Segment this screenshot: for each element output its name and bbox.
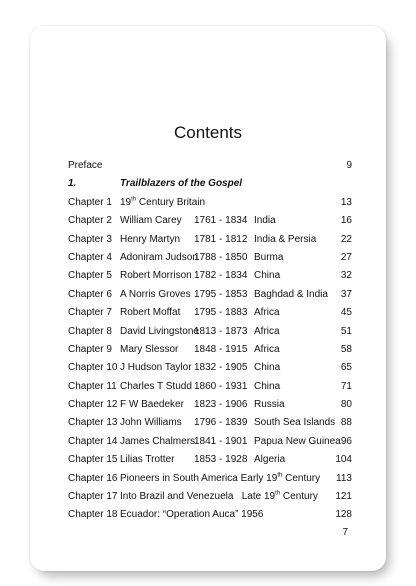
toc-row-chapter-9 — [68, 341, 352, 359]
chapter-page: 32 — [340, 270, 352, 282]
chapter-years: 1841 - 1901 — [194, 435, 248, 447]
chapter-years: 1813 - 1873 — [194, 325, 248, 337]
toc-row-chapter-17 — [68, 488, 352, 506]
chapter-name: Charles T Studd — [120, 380, 192, 392]
chapter-name: James Chalmers — [120, 435, 196, 447]
chapter-years: 1781 - 1812 — [194, 233, 248, 245]
chapter-name: John Williams — [120, 417, 182, 429]
toc-row-preface — [68, 157, 352, 175]
chapter-name: Henry Martyn — [120, 233, 181, 245]
chapter-page: 13 — [340, 196, 352, 208]
toc-row-chapter-10 — [68, 359, 352, 377]
chapter-label: Chapter 14 — [68, 435, 118, 447]
toc-row-chapter-3 — [68, 231, 352, 249]
chapter-name: Pioneers in South America Early 19th Century — [120, 472, 321, 484]
chapter-label: Chapter 1 — [68, 196, 112, 208]
toc-row-chapter-4 — [68, 249, 352, 267]
chapter-label: Chapter 8 — [68, 325, 112, 337]
section-number: 1. — [68, 178, 77, 190]
chapter-place: Algeria — [254, 454, 286, 466]
chapter-name: William Carey — [120, 215, 182, 227]
chapter-label: Chapter 4 — [68, 251, 112, 263]
chapter-label: Chapter 17 — [68, 491, 118, 503]
section-title: Trailblazers of the Gospel — [120, 178, 243, 190]
chapter-place: Russia — [254, 399, 285, 411]
chapter-label: Chapter 7 — [68, 307, 112, 319]
chapter-place: Africa — [254, 325, 280, 337]
toc-row-chapter-6 — [68, 286, 352, 304]
chapter-page: 80 — [340, 399, 352, 411]
toc-row-chapter-8 — [68, 323, 352, 341]
chapter-page: 45 — [340, 307, 352, 319]
chapter-page: 128 — [335, 509, 352, 521]
chapter-place: Africa — [254, 343, 280, 355]
chapter-page: 51 — [340, 325, 352, 337]
chapter-place: Burma — [254, 251, 284, 263]
toc-row-chapter-13 — [68, 414, 352, 432]
chapter-place: Africa — [254, 307, 280, 319]
chapter-page: 65 — [340, 362, 352, 374]
toc-row-chapter-11 — [68, 378, 352, 396]
chapter-name: Lilias Trotter — [120, 454, 175, 466]
chapter-years: 1823 - 1906 — [194, 399, 248, 411]
chapter-page: 88 — [340, 417, 352, 429]
chapter-page: 58 — [340, 343, 352, 355]
chapter-page: 113 — [336, 472, 352, 484]
chapter-name: 19th Century Britain — [120, 196, 206, 208]
chapter-years: 1795 - 1853 — [194, 288, 248, 300]
chapter-label: Chapter 12 — [68, 399, 118, 411]
chapter-name: F W Baedeker — [120, 399, 184, 411]
chapter-years: 1848 - 1915 — [194, 343, 248, 355]
toc-row-chapter-15 — [68, 451, 352, 469]
toc-row-chapter-14 — [68, 433, 352, 451]
chapter-years: 1782 - 1834 — [194, 270, 248, 282]
chapter-name: J Hudson Taylor — [120, 362, 192, 374]
chapter-label: Chapter 18 — [68, 509, 118, 521]
chapter-place: India & Persia — [254, 233, 317, 245]
book-page — [30, 26, 386, 571]
chapter-name: Ecuador: “Operation Auca” 1956 — [120, 509, 264, 521]
chapter-place: China — [254, 362, 281, 374]
chapter-page: 71 — [340, 380, 352, 392]
chapter-years: 1788 - 1850 — [194, 251, 248, 263]
chapter-name: David Livingstone — [120, 325, 199, 337]
chapter-name: Adoniram Judson — [120, 251, 198, 263]
table-of-contents — [68, 157, 352, 525]
chapter-place: China — [254, 380, 281, 392]
toc-row-chapter-18 — [68, 506, 352, 524]
toc-section-heading — [68, 175, 352, 193]
chapter-years: 1795 - 1883 — [194, 307, 248, 319]
toc-row-chapter-1 — [68, 194, 352, 212]
preface-page: 9 — [346, 160, 352, 171]
chapter-name: Into Brazil and Venezuela Late 19th Century — [120, 490, 318, 503]
toc-row-chapter-2 — [68, 212, 352, 230]
chapter-page: 96 — [340, 435, 352, 447]
chapter-label: Chapter 9 — [68, 343, 112, 355]
chapter-label: Chapter 10 — [68, 362, 118, 374]
chapter-label: Chapter 2 — [68, 215, 112, 227]
chapter-name: A Norris Groves — [120, 288, 191, 300]
chapter-place: China — [254, 270, 281, 282]
chapter-label: Chapter 3 — [68, 233, 112, 245]
chapter-page: 121 — [335, 491, 352, 503]
chapter-label: Chapter 11 — [68, 380, 117, 392]
chapter-page: 27 — [340, 251, 352, 263]
toc-row-chapter-16 — [68, 470, 352, 488]
chapter-page: 22 — [340, 233, 352, 245]
chapter-page: 37 — [340, 288, 352, 300]
chapter-years: 1860 - 1931 — [194, 380, 248, 392]
chapter-label: Chapter 5 — [68, 270, 112, 282]
toc-row-chapter-5 — [68, 267, 352, 285]
chapter-place: Baghdad & India — [254, 288, 328, 300]
toc-row-chapter-12 — [68, 396, 352, 414]
chapter-label: Chapter 16 — [68, 472, 118, 484]
chapter-name: Robert Morrison — [120, 270, 192, 282]
chapter-name: Mary Slessor — [120, 343, 179, 355]
chapter-label: Chapter 6 — [68, 288, 112, 300]
chapter-label: Chapter 15 — [68, 454, 118, 466]
chapter-label: Chapter 13 — [68, 417, 118, 429]
chapter-years: 1832 - 1905 — [194, 362, 248, 374]
preface-label: Preface — [68, 160, 103, 171]
chapter-page: 104 — [335, 454, 352, 466]
page-title: Contents — [173, 123, 243, 142]
chapter-years: 1853 - 1928 — [194, 454, 248, 466]
page-number: 7 — [342, 527, 348, 538]
chapter-name: Robert Moffat — [120, 307, 181, 319]
chapter-page: 16 — [340, 215, 352, 227]
chapter-years: 1796 - 1839 — [194, 417, 248, 429]
chapter-place: India — [254, 215, 276, 227]
chapter-place: Papua New Guinea — [254, 435, 341, 447]
chapter-years: 1761 - 1834 — [194, 215, 248, 227]
toc-row-chapter-7 — [68, 304, 352, 322]
chapter-place: South Sea Islands — [254, 417, 336, 429]
